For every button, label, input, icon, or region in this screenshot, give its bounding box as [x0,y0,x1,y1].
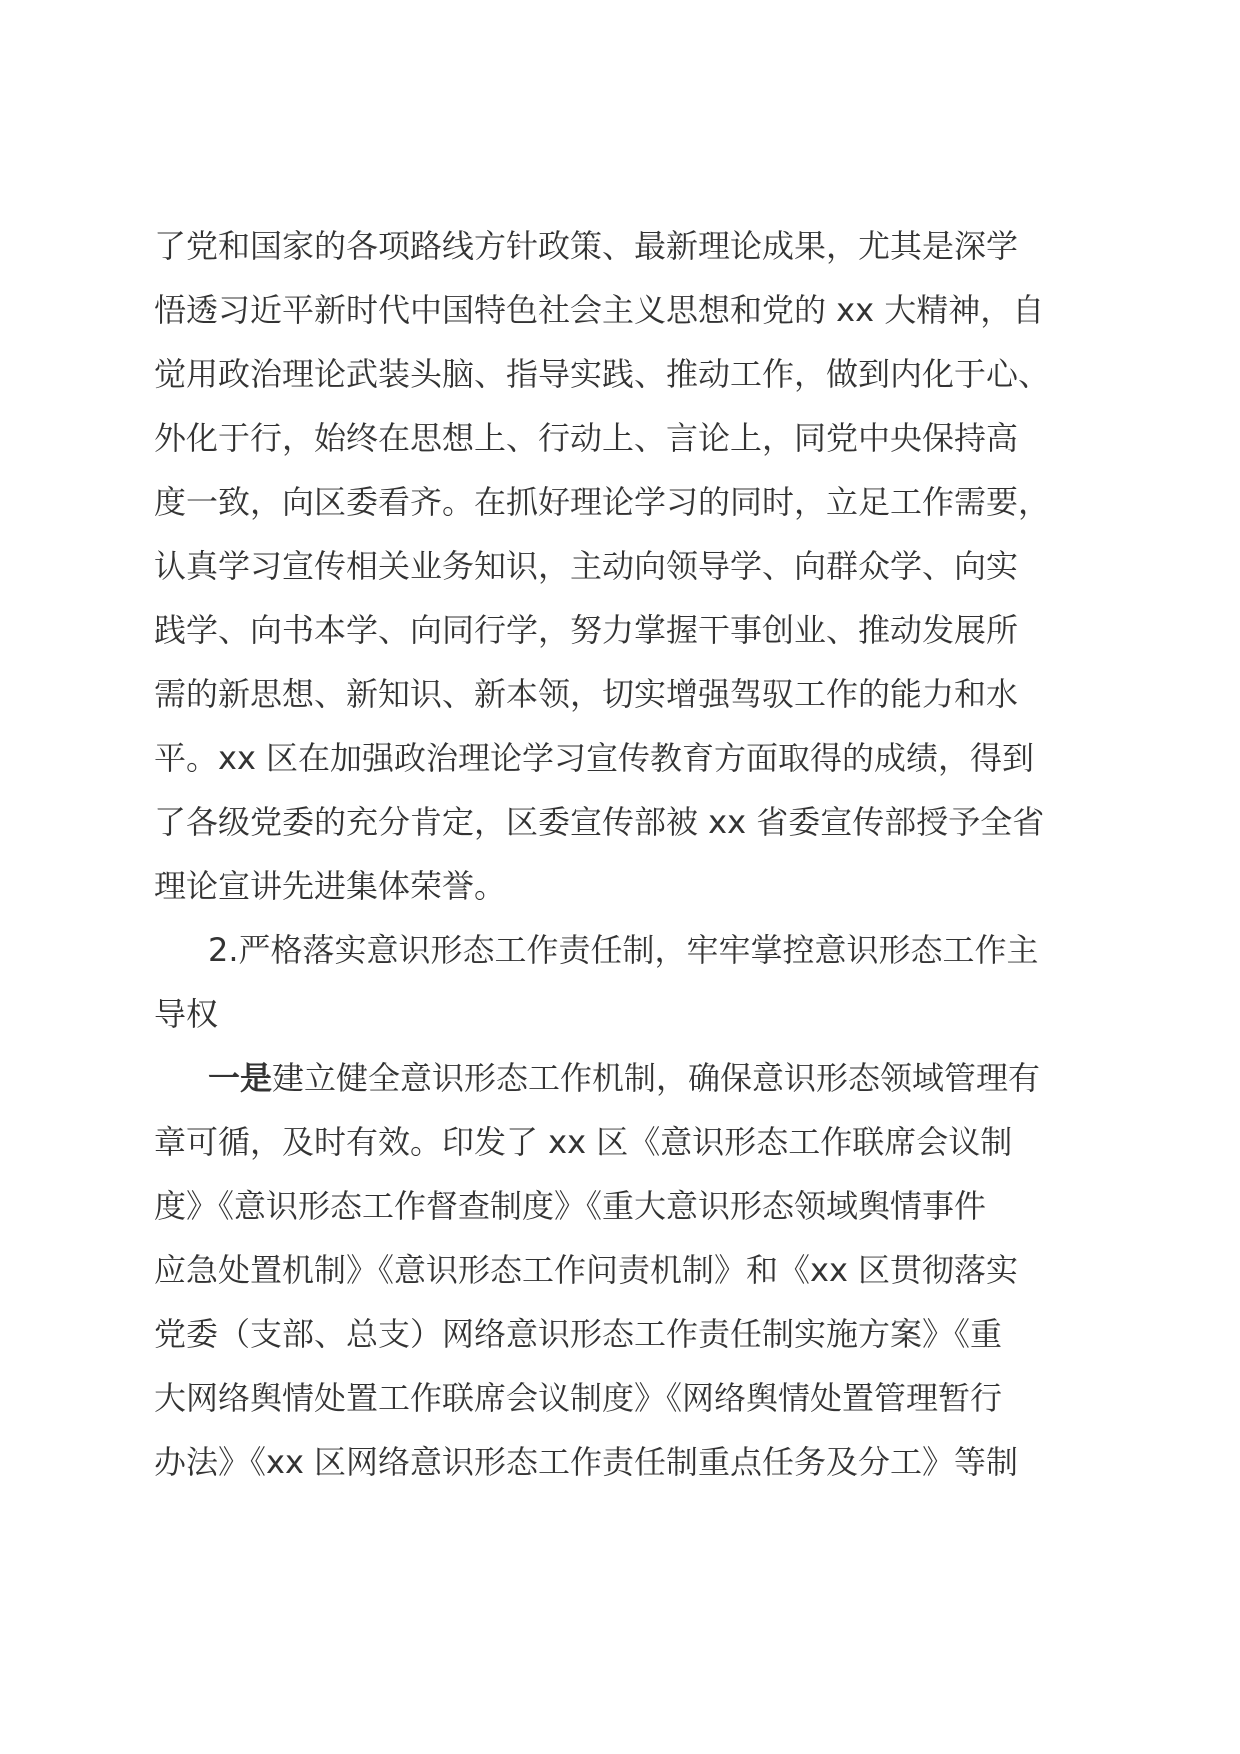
paragraph-line: 理论宣讲先进集体荣誉。 [154,867,507,905]
paragraph-line: 章可循，及时有效。印发了 xx 区《意识形态工作联席会议制 [154,1123,1013,1161]
paragraph-line [208,1054,1040,1102]
paragraph-line: 外化于行，始终在思想上、行动上、言论上，同党中央保持高 [154,419,1019,457]
lead-word: 一是 [208,1059,273,1097]
section-heading-line: 2.严格落实意识形态工作责任制，牢牢掌控意识形态工作主 [208,931,1039,969]
paragraph-line: 需的新思想、新知识、新本领，切实增强驾驭工作的能力和水 [154,675,1019,713]
paragraph-line: 践学、向书本学、向同行学，努力掌握干事创业、推动发展所 [154,611,1019,649]
paragraph-line: 了党和国家的各项路线方针政策、最新理论成果，尤其是深学 [154,227,1019,265]
paragraph-line: 党委（支部、总支）网络意识形态工作责任制实施方案》《重 [154,1315,1003,1353]
paragraph-text: 建立健全意识形态工作机制，确保意识形态领域管理有 [272,1059,1041,1097]
paragraph-line: 平。xx 区在加强政治理论学习宣传教育方面取得的成绩，得到 [154,739,1035,777]
section-heading-line: 导权 [154,995,219,1033]
paragraph-line: 认真学习宣传相关业务知识，主动向领导学、向群众学、向实 [154,547,1019,585]
paragraph-line: 悟透习近平新时代中国特色社会主义思想和党的 xx 大精神，自 [154,291,1045,329]
paragraph-line: 大网络舆情处置工作联席会议制度》《网络舆情处置管理暂行 [154,1379,1003,1417]
paragraph-line: 度》《意识形态工作督查制度》《重大意识形态领域舆情事件 [154,1187,987,1225]
paragraph-line: 觉用政治理论武装头脑、指导实践、推动工作，做到内化于心、 [154,355,1051,393]
paragraph-line: 了各级党委的充分肯定，区委宣传部被 xx 省委宣传部授予全省 [154,803,1045,841]
paragraph-line: 办法》《xx 区网络意识形态工作责任制重点任务及分工》等制 [154,1443,1019,1481]
paragraph-line: 应急处置机制》《意识形态工作问责机制》和《xx 区贯彻落实 [154,1251,1019,1289]
paragraph-line: 度一致，向区委看齐。在抓好理论学习的同时，立足工作需要， [154,483,1051,521]
